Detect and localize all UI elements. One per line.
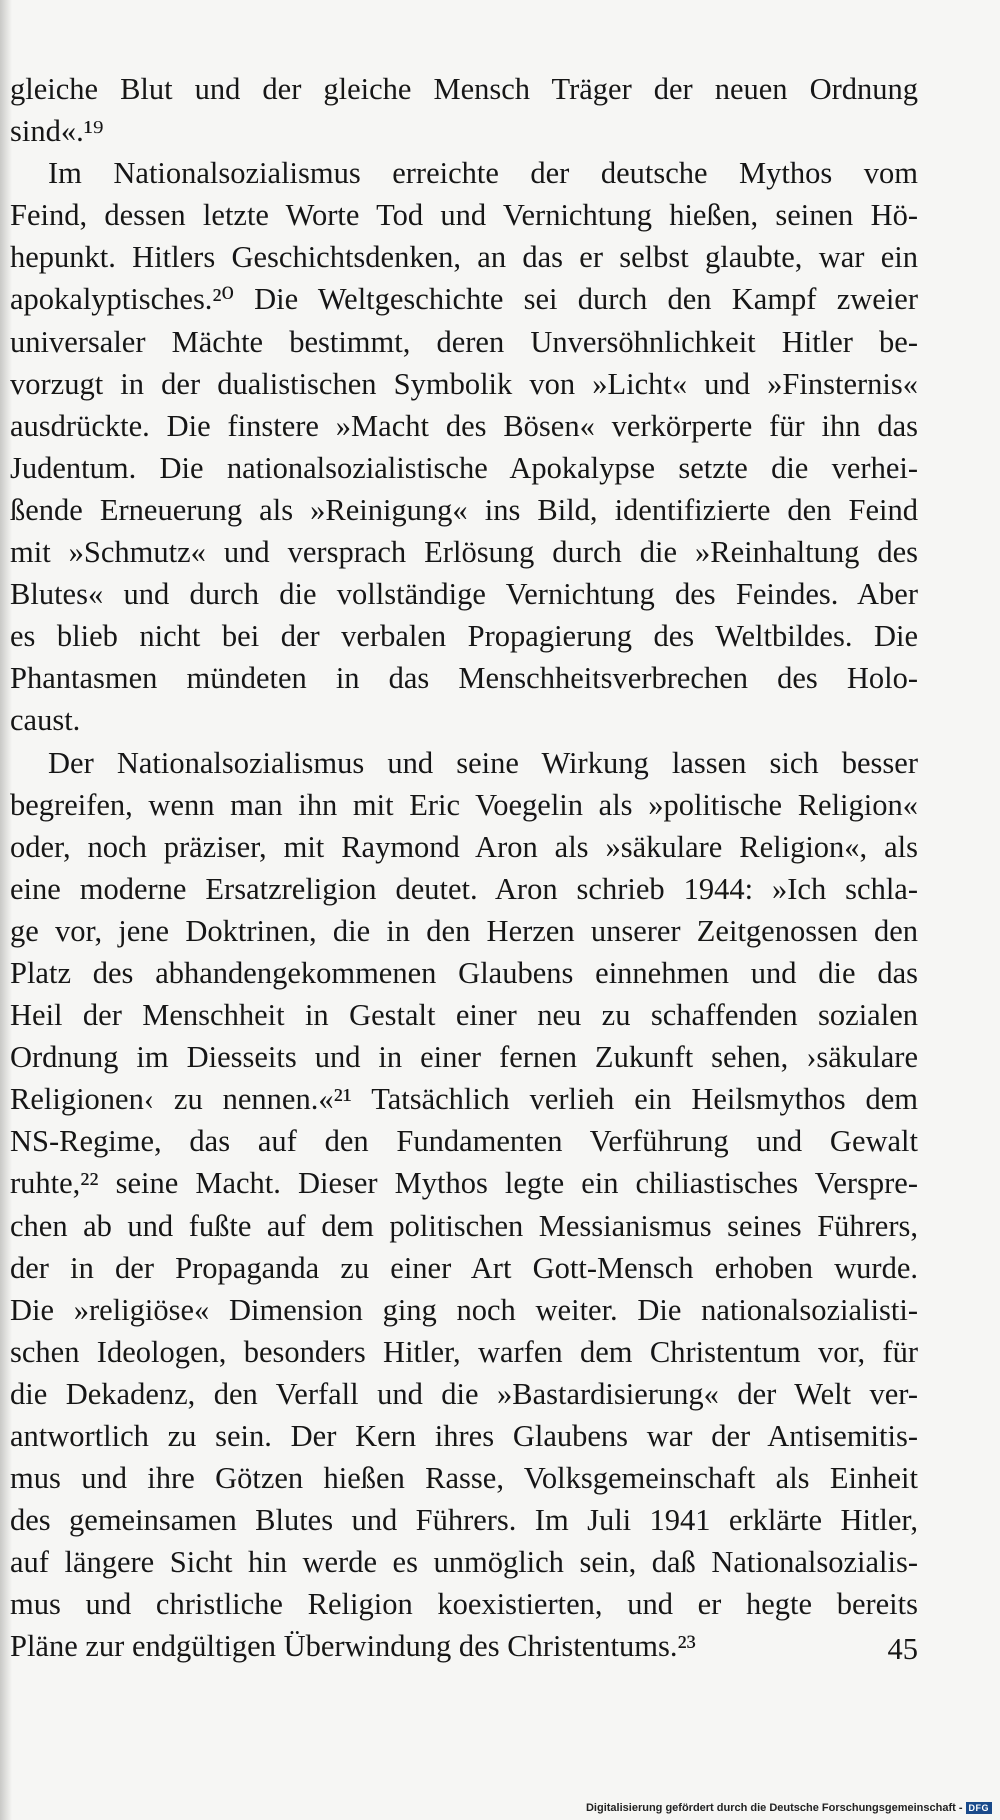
text-line: Im Nationalsozialismus erreichte der deutsche Mythos vom bbox=[48, 156, 918, 191]
text-line: begreifen, wenn man ihn mit Eric Voegelin als »politische Religion« bbox=[10, 787, 918, 822]
text-line: der in der Propaganda zu einer Art Gott-Mensch erhoben wurde. bbox=[10, 1250, 918, 1285]
page-number: 45 bbox=[887, 1632, 918, 1666]
text-line: ge vor, jene Doktrinen, die in den Herzen unserer Zeitgenossen den bbox=[10, 913, 918, 948]
text-line: auf längere Sicht hin werde es unmöglich sein, daß Nationalsozialis- bbox=[10, 1545, 918, 1580]
text-line: eine moderne Ersatzreligion deutet. Aron schrieb 1944: »Ich schla- bbox=[10, 871, 918, 906]
text-line: Blutes« und durch die vollständige Vernichtung des Feindes. Aber bbox=[10, 577, 918, 612]
paragraph-1 bbox=[10, 68, 918, 152]
text-line: Der Nationalsozialismus und seine Wirkung lassen sich besser bbox=[48, 745, 918, 780]
text-line: hepunkt. Hitlers Geschichtsdenken, an das er selbst glaubte, war ein bbox=[10, 240, 918, 275]
text-line: Ordnung im Diesseits und in einer fernen Zukunft sehen, ›säkulare bbox=[10, 1040, 918, 1075]
text-line: es blieb nicht bei der verbalen Propagierung des Weltbildes. Die bbox=[10, 619, 918, 654]
text-line: Phantasmen mündeten in das Menschheitsverbrechen des Holo- bbox=[10, 661, 918, 696]
text-line: schen Ideologen, besonders Hitler, warfen dem Christentum vor, für bbox=[10, 1334, 918, 1369]
text-line: ausdrückte. Die finstere »Macht des Bösen« verkörperte für ihn das bbox=[10, 408, 918, 443]
digitization-footer bbox=[586, 1802, 992, 1814]
text-line: chen ab und fußte auf dem politischen Messianismus seines Führers, bbox=[10, 1208, 918, 1243]
text-line: Heil der Menschheit in Gestalt einer neu zu schaffenden sozialen bbox=[10, 998, 918, 1033]
text-line: Pläne zur endgültigen Überwindung des Christentums.²³ bbox=[10, 1629, 696, 1664]
text-line: vorzugt in der dualistischen Symbolik von »Licht« und »Finsternis« bbox=[10, 366, 918, 401]
paragraph-2 bbox=[10, 152, 918, 741]
text-line: Religionen‹ zu nennen.«²¹ Tatsächlich verlieh ein Heilsmythos dem bbox=[10, 1082, 918, 1117]
text-line: Platz des abhandengekommenen Glaubens einnehmen und die das bbox=[10, 955, 918, 990]
dfg-logo: DFG bbox=[966, 1802, 993, 1814]
text-line: mus und ihre Götzen hießen Rasse, Volksgemeinschaft als Einheit bbox=[10, 1461, 918, 1496]
text-line: NS-Regime, das auf den Fundamenten Verführung und Gewalt bbox=[10, 1124, 918, 1159]
text-line: die Dekadenz, den Verfall und die »Bastardisierung« der Welt ver- bbox=[10, 1376, 918, 1411]
text-line: ßende Erneuerung als »Reinigung« ins Bild, identifizierte den Feind bbox=[10, 492, 918, 527]
text-line: gleiche Blut und der gleiche Mensch Träger der neuen Ordnung bbox=[10, 72, 918, 106]
page-body bbox=[10, 68, 918, 1668]
text-line: antwortlich zu sein. Der Kern ihres Glaubens war der Antisemitis- bbox=[10, 1419, 918, 1453]
text-line: sind«.¹⁹ bbox=[10, 114, 104, 149]
text-line: mit »Schmutz« und versprach Erlösung durch die »Reinhaltung des bbox=[10, 535, 918, 570]
text-line: des gemeinsamen Blutes und Führers. Im Juli 1941 erklärte Hitler, bbox=[10, 1503, 918, 1538]
paragraph-3 bbox=[10, 742, 918, 1668]
text-line: Die »religiöse« Dimension ging noch weiter. Die nationalsozialisti- bbox=[10, 1292, 918, 1327]
text-line: mus und christliche Religion koexistierten, und er hegte bereits bbox=[10, 1587, 918, 1622]
footer-text: Digitalisierung gefördert durch die Deutsche Forschungsgemeinschaft - bbox=[585, 1802, 963, 1814]
text-line: ruhte,²² seine Macht. Dieser Mythos legte ein chiliastisches Verspre- bbox=[10, 1166, 918, 1201]
text-line: caust. bbox=[10, 703, 81, 738]
text-line: Judentum. Die nationalsozialistische Apokalypse setzte die verhei- bbox=[10, 450, 918, 485]
text-line: Feind, dessen letzte Worte Tod und Vernichtung hießen, seinen Hö- bbox=[10, 198, 918, 233]
text-line: universaler Mächte bestimmt, deren Unversöhnlichkeit Hitler be- bbox=[10, 324, 918, 359]
text-line: oder, noch präziser, mit Raymond Aron als »säkulare Religion«, als bbox=[10, 829, 918, 864]
text-line: apokalyptisches.²⁰ Die Weltgeschichte sei durch den Kampf zweier bbox=[10, 282, 918, 317]
